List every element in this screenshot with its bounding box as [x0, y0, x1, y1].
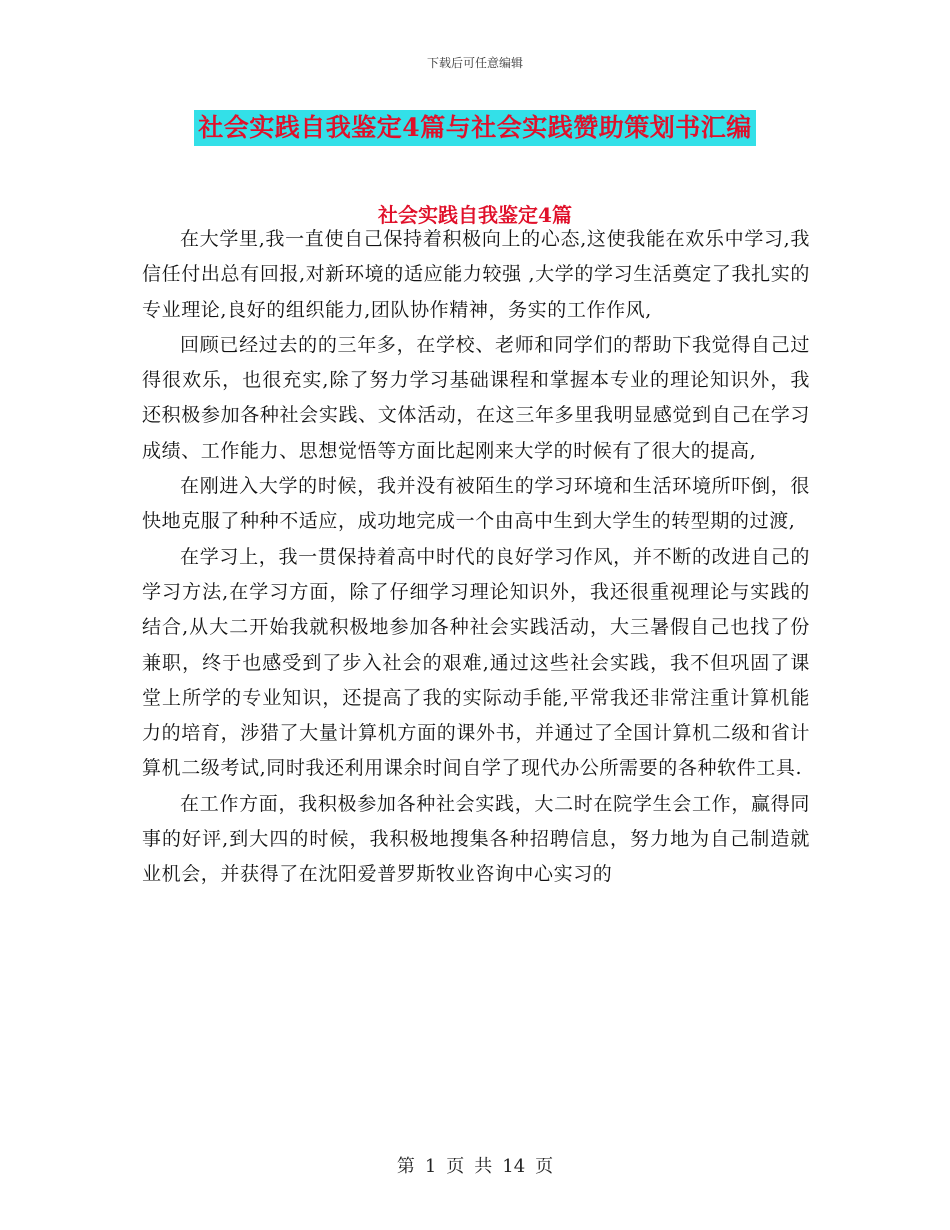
page-label-suffix: 页 [535, 1156, 554, 1177]
paragraph: 在大学里,我一直使自己保持着积极向上的心态,这使我能在欢乐中学习,我信任付出总有回报,对新环境的适应能力较强 ,大学的学习生活奠定了我扎实的专业理论,良好的组织能力,团队协作精神，务实的工作作风, [142, 228, 810, 321]
section-title: 社会实践自我鉴定4篇 [378, 203, 572, 227]
paragraph: 在工作方面，我积极参加各种社会实践，大二时在院学生会工作，赢得同事的好评,到大四的时候，我积极地搜集各种招聘信息，努力地为自己制造就业机会，并获得了在沈阳爱普罗斯牧业咨询中心实习的 [142, 792, 810, 886]
header-note: 下载后可任意编辑 [426, 56, 523, 70]
page-label-prefix: 第 [396, 1156, 415, 1177]
total-label: 共 [474, 1156, 493, 1177]
document-title-container [0, 110, 950, 146]
paragraph: 在学习上，我一贯保持着高中时代的良好学习作风，并不断的改进自己的学习方法,在学习方面，除了仔细学习理论知识外，我还很重视理论与实践的结合,从大二开始我就积极地参加各种社会实践活动，大三暑假自己也找了份兼职，终于也感受到了步入社会的艰难,通过这些社会实践，我不但巩固了课堂上所学的专业知识，还提高了我的实际动手能,平常我还非常注重计算机能力的培育，涉猎了大量计算机方面的课外书，并通过了全国计算机二级和省计算机二级考试,同时我还利用课余时间自学了现代办公所需要的各种软件工具. [142, 545, 810, 780]
page-label-mid: 页 [446, 1156, 465, 1177]
document-title: 社会实践自我鉴定4篇与社会实践赞助策划书汇编 [194, 110, 755, 146]
document-body [142, 222, 810, 893]
current-page-number: 1 [424, 1156, 437, 1177]
page-footer [0, 1152, 950, 1178]
paragraph: 回顾已经过去的的三年多，在学校、老师和同学们的帮助下我觉得自己过得很欢乐，也很充实,除了努力学习基础课程和掌握本专业的理论知识外，我还积极参加各种社会实践、文体活动，在这三年多里我明显感觉到自己在学习成绩、工作能力、思想觉悟等方面比起刚来大学的时候有了很大的提高, [142, 333, 810, 462]
total-page-count: 14 [502, 1156, 526, 1177]
paragraph: 在刚进入大学的时候，我并没有被陌生的学习环境和生活环境所吓倒，很快地克服了种种不适应，成功地完成一个由高中生到大学生的转型期的过渡, [142, 475, 810, 533]
